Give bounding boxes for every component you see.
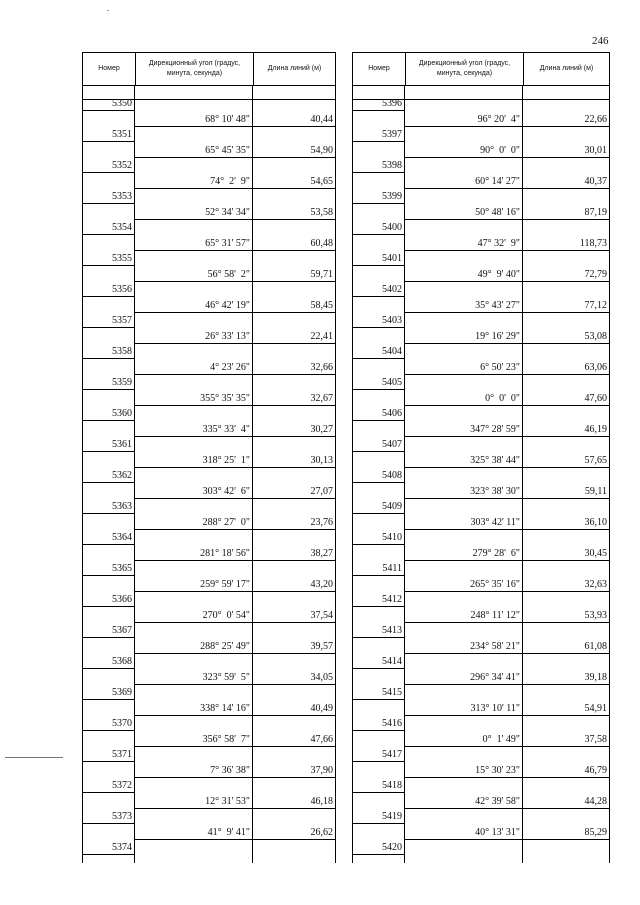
row-line <box>405 653 609 654</box>
point-number: 5398 <box>382 160 402 171</box>
row-line <box>353 389 405 390</box>
line-length: 47,60 <box>584 393 607 404</box>
row-line <box>135 219 335 220</box>
row-line <box>135 653 335 654</box>
row-line <box>353 358 405 359</box>
row-line <box>405 808 609 809</box>
row-line <box>83 203 135 204</box>
line-length: 46,19 <box>584 424 607 435</box>
direction-angle: 65° 45' 35" <box>205 145 250 156</box>
row-line <box>135 312 335 313</box>
point-number: 5356 <box>112 284 132 295</box>
direction-angle: 303° 42' 6" <box>202 486 250 497</box>
row-line <box>405 622 609 623</box>
row-line <box>135 839 335 840</box>
line-length: 118,73 <box>579 238 607 249</box>
line-length: 54,65 <box>310 176 333 187</box>
row-line <box>405 405 609 406</box>
row-line <box>83 730 135 731</box>
direction-angle: 46° 42' 19" <box>205 300 250 311</box>
line-length: 34,05 <box>310 672 333 683</box>
row-line <box>353 575 405 576</box>
point-number: 5352 <box>112 160 132 171</box>
row-line <box>353 110 405 111</box>
row-line <box>135 157 335 158</box>
direction-angle: 259° 59' 17" <box>200 579 250 590</box>
line-length: 37,90 <box>310 765 333 776</box>
direction-angle: 96° 20' 4" <box>477 114 520 125</box>
row-line <box>83 823 135 824</box>
point-number: 5351 <box>112 129 132 140</box>
point-number: 5350 <box>112 98 132 109</box>
direction-angle: 40° 13' 31" <box>475 827 520 838</box>
scan-speck <box>107 10 109 11</box>
row-line <box>353 234 405 235</box>
row-line <box>135 343 335 344</box>
point-number: 5402 <box>382 284 402 295</box>
point-number: 5358 <box>112 346 132 357</box>
row-line <box>83 668 135 669</box>
row-line <box>135 622 335 623</box>
direction-angle: 323° 38' 30" <box>470 486 520 497</box>
row-line <box>83 575 135 576</box>
line-length: 47,66 <box>310 734 333 745</box>
row-line <box>405 467 609 468</box>
direction-angle: 6° 50' 23" <box>480 362 520 373</box>
row-line <box>405 839 609 840</box>
row-line <box>353 203 405 204</box>
direction-angle: 49° 9' 40" <box>477 269 520 280</box>
row-line <box>405 436 609 437</box>
line-length: 43,20 <box>310 579 333 590</box>
point-number: 5397 <box>382 129 402 140</box>
point-number: 5357 <box>112 315 132 326</box>
line-length: 54,91 <box>584 703 607 714</box>
direction-angle: 26° 33' 13" <box>205 331 250 342</box>
point-number: 5354 <box>112 222 132 233</box>
row-line <box>353 668 405 669</box>
point-number: 5410 <box>382 532 402 543</box>
row-line <box>83 451 135 452</box>
header-number: Номер <box>368 65 390 72</box>
line-length: 30,45 <box>584 548 607 559</box>
line-length: 38,27 <box>310 548 333 559</box>
line-length: 72,79 <box>584 269 607 280</box>
direction-angle: 279° 28' 6" <box>472 548 520 559</box>
point-number: 5419 <box>382 811 402 822</box>
row-line <box>83 544 135 545</box>
line-length: 63,06 <box>584 362 607 373</box>
line-length: 40,44 <box>310 114 333 125</box>
row-line <box>83 513 135 514</box>
direction-angle: 296° 34' 41" <box>470 672 520 683</box>
row-line <box>135 436 335 437</box>
direction-angle: 50° 48' 16" <box>475 207 520 218</box>
direction-angle: 56° 58' 2" <box>207 269 250 280</box>
row-line <box>353 420 405 421</box>
header-number: Номер <box>98 65 120 72</box>
direction-angle: 288° 25' 49" <box>200 641 250 652</box>
row-line <box>135 684 335 685</box>
direction-angle: 90° 0' 0" <box>480 145 520 156</box>
table-header <box>352 52 610 86</box>
line-length: 85,29 <box>584 827 607 838</box>
line-length: 87,19 <box>584 207 607 218</box>
line-length: 27,07 <box>310 486 333 497</box>
row-line <box>135 715 335 716</box>
point-number: 5411 <box>382 563 402 574</box>
line-length: 54,90 <box>310 145 333 156</box>
point-number: 5353 <box>112 191 132 202</box>
row-line <box>83 482 135 483</box>
row-line <box>135 405 335 406</box>
row-line <box>83 172 135 173</box>
point-number: 5401 <box>382 253 402 264</box>
row-line <box>353 296 405 297</box>
direction-angle: 313° 10' 11" <box>470 703 520 714</box>
point-number: 5396 <box>382 98 402 109</box>
table-body <box>82 86 336 863</box>
point-number: 5364 <box>112 532 132 543</box>
row-line <box>405 560 609 561</box>
row-line <box>405 746 609 747</box>
line-length: 57,65 <box>584 455 607 466</box>
direction-angle: 0° 0' 0" <box>485 393 520 404</box>
point-number: 5366 <box>112 594 132 605</box>
row-line <box>405 219 609 220</box>
row-line <box>405 498 609 499</box>
point-number: 5405 <box>382 377 402 388</box>
row-line <box>135 529 335 530</box>
point-number: 5360 <box>112 408 132 419</box>
point-number: 5367 <box>112 625 132 636</box>
row-line <box>83 792 135 793</box>
direction-angle: 270° 0' 54" <box>202 610 250 621</box>
direction-angle: 248° 11' 12" <box>470 610 520 621</box>
row-line <box>83 389 135 390</box>
row-line <box>353 544 405 545</box>
direction-angle: 234° 58' 21" <box>470 641 520 652</box>
point-number: 5362 <box>112 470 132 481</box>
point-number: 5416 <box>382 718 402 729</box>
line-length: 44,28 <box>584 796 607 807</box>
point-number: 5363 <box>112 501 132 512</box>
row-line <box>353 761 405 762</box>
row-line <box>353 513 405 514</box>
row-line <box>135 498 335 499</box>
row-line <box>405 715 609 716</box>
row-line <box>83 296 135 297</box>
row-line <box>135 746 335 747</box>
direction-angle: 355° 35' 35" <box>200 393 250 404</box>
line-length: 53,58 <box>310 207 333 218</box>
point-number: 5418 <box>382 780 402 791</box>
direction-angle: 42° 39' 58" <box>475 796 520 807</box>
point-number: 5407 <box>382 439 402 450</box>
point-number: 5404 <box>382 346 402 357</box>
direction-angle: 35° 43' 27" <box>475 300 520 311</box>
line-length: 23,76 <box>310 517 333 528</box>
row-line <box>135 591 335 592</box>
page-number: 246 <box>592 35 609 47</box>
point-number: 5420 <box>382 842 402 853</box>
point-number: 5368 <box>112 656 132 667</box>
line-length: 46,18 <box>310 796 333 807</box>
header-angle: Дирекционный угол (градус, минута, секунда) <box>405 53 523 85</box>
table-header <box>82 52 336 86</box>
point-number: 5399 <box>382 191 402 202</box>
point-number: 5414 <box>382 656 402 667</box>
row-line <box>405 281 609 282</box>
line-length: 26,62 <box>310 827 333 838</box>
row-line <box>135 281 335 282</box>
direction-angle: 303° 42' 11" <box>470 517 520 528</box>
row-line <box>405 591 609 592</box>
point-number: 5415 <box>382 687 402 698</box>
row-line <box>83 761 135 762</box>
row-line <box>135 374 335 375</box>
direction-angle: 60° 14' 27" <box>475 176 520 187</box>
row-line <box>353 482 405 483</box>
row-line <box>135 560 335 561</box>
point-number: 5372 <box>112 780 132 791</box>
point-number: 5369 <box>112 687 132 698</box>
row-line <box>83 234 135 235</box>
point-number: 5365 <box>112 563 132 574</box>
line-length: 30,27 <box>310 424 333 435</box>
row-line <box>135 467 335 468</box>
line-length: 30,01 <box>584 145 607 156</box>
point-number: 5409 <box>382 501 402 512</box>
line-length: 37,54 <box>310 610 333 621</box>
row-line <box>353 792 405 793</box>
row-line <box>405 312 609 313</box>
row-line <box>135 808 335 809</box>
direction-angle: 52° 34' 34" <box>205 207 250 218</box>
direction-angle: 356° 58' 7" <box>202 734 250 745</box>
line-length: 53,93 <box>584 610 607 621</box>
row-line <box>83 327 135 328</box>
line-length: 30,13 <box>310 455 333 466</box>
direction-angle: 288° 27' 0" <box>202 517 250 528</box>
point-number: 5400 <box>382 222 402 233</box>
direction-angle: 65° 31' 57" <box>205 238 250 249</box>
row-line <box>83 854 135 855</box>
direction-angle: 323° 59' 5" <box>202 672 250 683</box>
row-line <box>353 451 405 452</box>
line-length: 40,49 <box>310 703 333 714</box>
table-body <box>352 86 610 863</box>
line-length: 40,37 <box>584 176 607 187</box>
right-table <box>352 52 610 863</box>
line-length: 59,11 <box>584 486 607 497</box>
row-line <box>405 529 609 530</box>
line-length: 36,10 <box>584 517 607 528</box>
point-number: 5406 <box>382 408 402 419</box>
row-line <box>353 637 405 638</box>
line-length: 39,57 <box>310 641 333 652</box>
point-number: 5403 <box>382 315 402 326</box>
row-line <box>353 172 405 173</box>
row-line <box>135 188 335 189</box>
line-length: 37,58 <box>584 734 607 745</box>
row-line <box>83 637 135 638</box>
row-line <box>353 327 405 328</box>
line-length: 53,08 <box>584 331 607 342</box>
point-number: 5359 <box>112 377 132 388</box>
point-number: 5413 <box>382 625 402 636</box>
row-line <box>353 730 405 731</box>
margin-mark <box>5 757 63 758</box>
direction-angle: 7° 36' 38" <box>210 765 250 776</box>
line-length: 58,45 <box>310 300 333 311</box>
direction-angle: 335° 33' 4" <box>202 424 250 435</box>
line-length: 32,67 <box>310 393 333 404</box>
row-line <box>405 188 609 189</box>
point-number: 5417 <box>382 749 402 760</box>
direction-angle: 318° 25' 1" <box>202 455 250 466</box>
line-length: 22,66 <box>584 114 607 125</box>
direction-angle: 265° 35' 16" <box>470 579 520 590</box>
line-length: 46,79 <box>584 765 607 776</box>
row-line <box>353 606 405 607</box>
direction-angle: 74° 2' 9" <box>210 176 250 187</box>
point-number: 5408 <box>382 470 402 481</box>
direction-angle: 41° 9' 41" <box>207 827 250 838</box>
row-line <box>353 699 405 700</box>
direction-angle: 347° 28' 59" <box>470 424 520 435</box>
row-line <box>353 823 405 824</box>
line-length: 32,63 <box>584 579 607 590</box>
row-line <box>405 250 609 251</box>
row-line <box>405 374 609 375</box>
direction-angle: 47° 32' 9" <box>477 238 520 249</box>
direction-angle: 4° 23' 26" <box>210 362 250 373</box>
row-line <box>353 265 405 266</box>
point-number: 5355 <box>112 253 132 264</box>
left-table <box>82 52 336 863</box>
direction-angle: 19° 16' 29" <box>475 331 520 342</box>
row-line <box>83 110 135 111</box>
line-length: 22,41 <box>310 331 333 342</box>
row-line <box>405 126 609 127</box>
direction-angle: 338° 14' 16" <box>200 703 250 714</box>
row-line <box>405 777 609 778</box>
direction-angle: 0° 1' 49" <box>482 734 520 745</box>
point-number: 5374 <box>112 842 132 853</box>
line-length: 59,71 <box>310 269 333 280</box>
row-line <box>353 141 405 142</box>
row-line <box>83 141 135 142</box>
row-line <box>83 358 135 359</box>
point-number: 5370 <box>112 718 132 729</box>
direction-angle: 12° 31' 53" <box>205 796 250 807</box>
point-number: 5412 <box>382 594 402 605</box>
row-line <box>83 265 135 266</box>
line-length: 32,66 <box>310 362 333 373</box>
header-angle: Дирекционный угол (градус, минута, секунда) <box>135 53 253 85</box>
line-length: 61,08 <box>584 641 607 652</box>
row-line <box>405 343 609 344</box>
line-length: 77,12 <box>584 300 607 311</box>
direction-angle: 15° 30' 23" <box>475 765 520 776</box>
row-line <box>83 699 135 700</box>
row-line <box>135 126 335 127</box>
line-length: 39,18 <box>584 672 607 683</box>
header-length: Длина линий (м) <box>253 53 335 85</box>
point-number: 5373 <box>112 811 132 822</box>
direction-angle: 281° 18' 56" <box>200 548 250 559</box>
header-length: Длина линий (м) <box>523 53 609 85</box>
direction-angle: 325° 38' 44" <box>470 455 520 466</box>
row-line <box>83 420 135 421</box>
direction-angle: 68° 10' 48" <box>205 114 250 125</box>
row-line <box>353 854 405 855</box>
point-number: 5371 <box>112 749 132 760</box>
row-line <box>405 157 609 158</box>
line-length: 60,48 <box>310 238 333 249</box>
row-line <box>135 777 335 778</box>
row-line <box>405 684 609 685</box>
point-number: 5361 <box>112 439 132 450</box>
row-line <box>83 606 135 607</box>
row-line <box>135 250 335 251</box>
